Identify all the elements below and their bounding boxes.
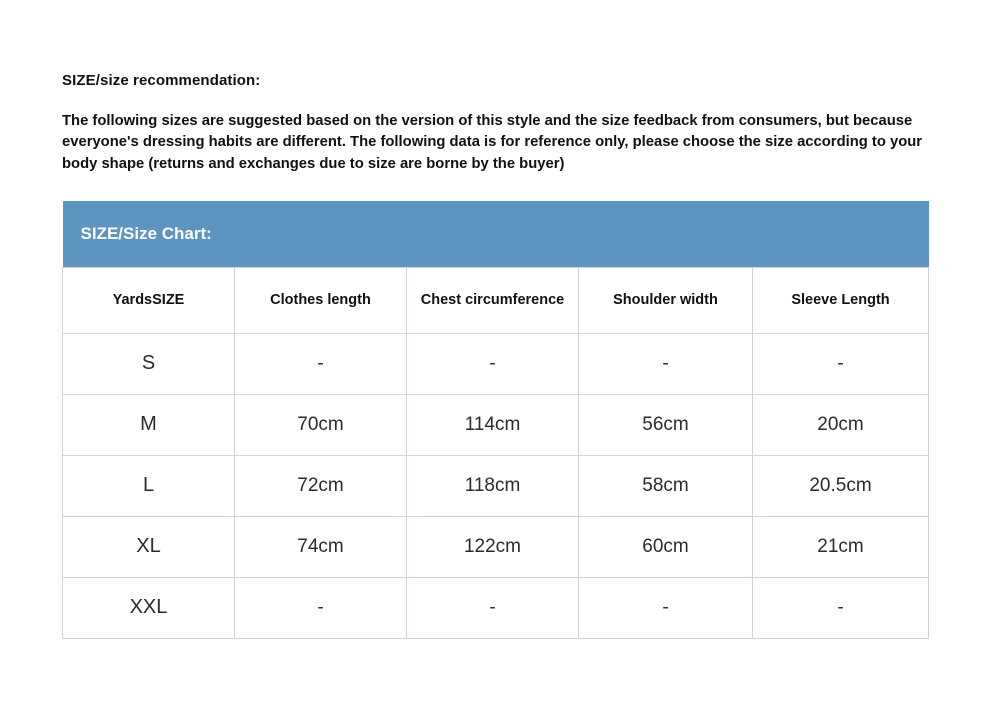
cell-clothes-length: 70cm bbox=[235, 394, 407, 455]
table-row bbox=[63, 577, 929, 638]
cell-chest-circumference: 122cm bbox=[407, 516, 579, 577]
column-header-shoulder-width: Shoulder width bbox=[579, 267, 753, 333]
column-header-size: YardsSIZE bbox=[63, 267, 235, 333]
cell-size: M bbox=[63, 394, 235, 455]
cell-clothes-length: - bbox=[235, 333, 407, 394]
cell-sleeve-length: - bbox=[753, 577, 929, 638]
cell-size: S bbox=[63, 333, 235, 394]
cell-sleeve-length: - bbox=[753, 333, 929, 394]
size-chart-table bbox=[62, 201, 929, 639]
table-header-row bbox=[63, 267, 929, 333]
table-row bbox=[63, 333, 929, 394]
column-header-chest-circumference: Chest circumference bbox=[407, 267, 579, 333]
cell-chest-circumference: - bbox=[407, 577, 579, 638]
cell-shoulder-width: 60cm bbox=[579, 516, 753, 577]
table-row bbox=[63, 516, 929, 577]
intro-paragraph: The following sizes are suggested based on the version of this style and the size feedback from consumers, but because everyone's dressing habits are different. The following data is for reference only, please choose the size according to your body shape (returns and exchanges due to size are borne by the buyer) bbox=[62, 113, 923, 172]
table-row bbox=[63, 455, 929, 516]
cell-chest-circumference: 118cm bbox=[407, 455, 579, 516]
cell-shoulder-width: - bbox=[579, 333, 753, 394]
column-header-clothes-length: Clothes length bbox=[235, 267, 407, 333]
cell-chest-circumference: 114cm bbox=[407, 394, 579, 455]
page-title: SIZE/size recommendation: bbox=[62, 72, 261, 89]
cell-chest-circumference: - bbox=[407, 333, 579, 394]
table-row bbox=[63, 394, 929, 455]
cell-clothes-length: 72cm bbox=[235, 455, 407, 516]
cell-shoulder-width: 56cm bbox=[579, 394, 753, 455]
cell-size: XL bbox=[63, 516, 235, 577]
column-header-sleeve-length: Sleeve Length bbox=[753, 267, 929, 333]
cell-sleeve-length: 20.5cm bbox=[753, 455, 929, 516]
cell-size: XXL bbox=[63, 577, 235, 638]
cell-shoulder-width: - bbox=[579, 577, 753, 638]
cell-clothes-length: - bbox=[235, 577, 407, 638]
cell-size: L bbox=[63, 455, 235, 516]
table-banner-title: SIZE/Size Chart: bbox=[63, 201, 929, 267]
cell-clothes-length: 74cm bbox=[235, 516, 407, 577]
table-banner-row bbox=[63, 201, 929, 267]
cell-sleeve-length: 21cm bbox=[753, 516, 929, 577]
cell-shoulder-width: 58cm bbox=[579, 455, 753, 516]
cell-sleeve-length: 20cm bbox=[753, 394, 929, 455]
